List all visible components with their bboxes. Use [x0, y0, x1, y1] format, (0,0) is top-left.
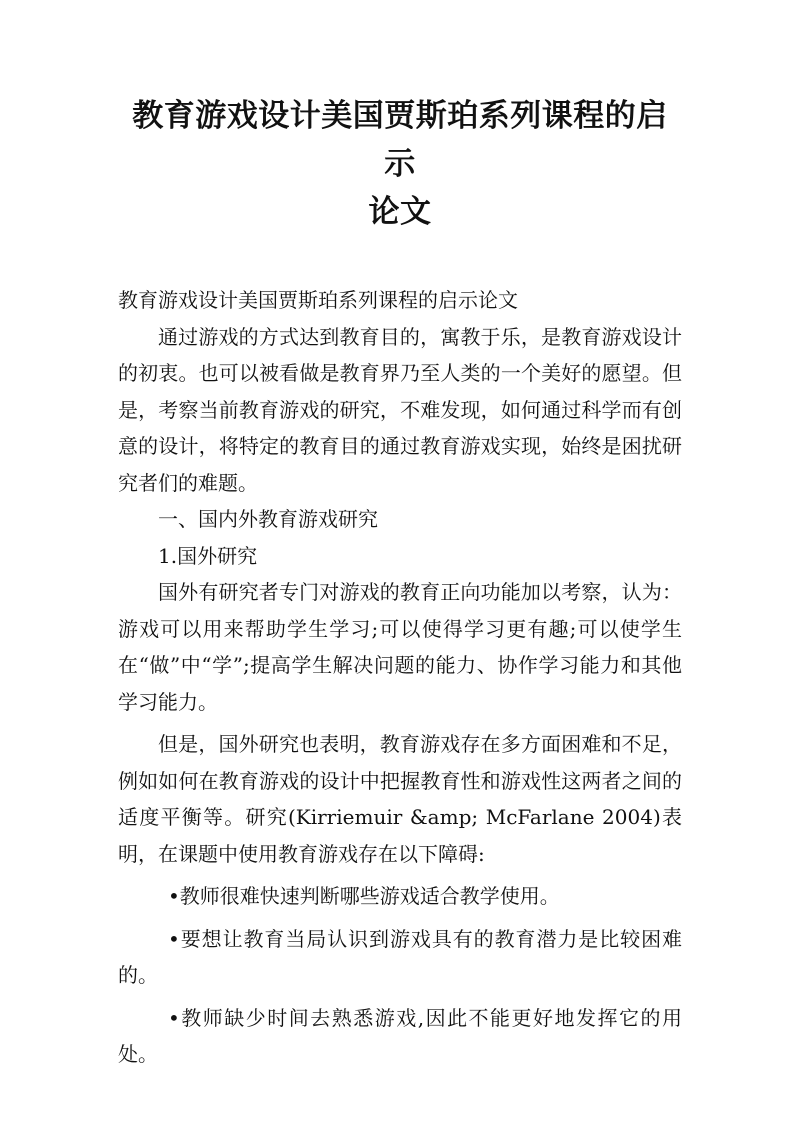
bullet-item: •教师很难快速判断哪些游戏适合教学使用。 — [168, 884, 560, 908]
paragraph-difficulties: 但是，国外研究也表明，教育游戏存在多方面困难和不足，例如如何在教育游戏的设计中把握教育性和游戏性这两者之间的适度平衡等。研究(Kirriemuir &amp; McFarlane 2004)表明，在课题中使用教育游戏存在以下障碍: — [118, 732, 682, 866]
paragraph-foreign-research: 国外有研究者专门对游戏的教育正向功能加以考察，认为：游戏可以用来帮助学生学习;可以使得学习更有趣;可以使学生在“做”中“学”;提高学生解决问题的能力、协作学习能力和其他学习能力。 — [118, 580, 682, 714]
bullet-item: •教师缺少时间去熟悉游戏,因此不能更好地发挥它的用处。 — [118, 1005, 682, 1066]
subtitle: 教育游戏设计美国贾斯珀系列课程的启示论文 — [118, 288, 518, 312]
section-heading: 一、国内外教育游戏研究 — [158, 507, 378, 531]
title-line-2: 论文 — [368, 194, 432, 230]
document-body — [118, 282, 682, 1073]
paragraph-intro: 通过游戏的方式达到教育目的，寓教于乐，是教育游戏设计的初衷。也可以被看做是教育界乃至人类的一个美好的愿望。但是，考察当前教育游戏的研究，不难发现，如何通过科学而有创意的设计，将特定的教育目的通过教育游戏实现，始终是困扰研究者们的难题。 — [118, 324, 682, 495]
subsection-heading: 1.国外研究 — [158, 543, 258, 568]
document-title — [118, 92, 682, 236]
title-line-1: 教育游戏设计美国贾斯珀系列课程的启示 — [132, 98, 668, 182]
bullet-item: •要想让教育当局认识到游戏具有的教育潜力是比较困难的。 — [118, 926, 682, 987]
